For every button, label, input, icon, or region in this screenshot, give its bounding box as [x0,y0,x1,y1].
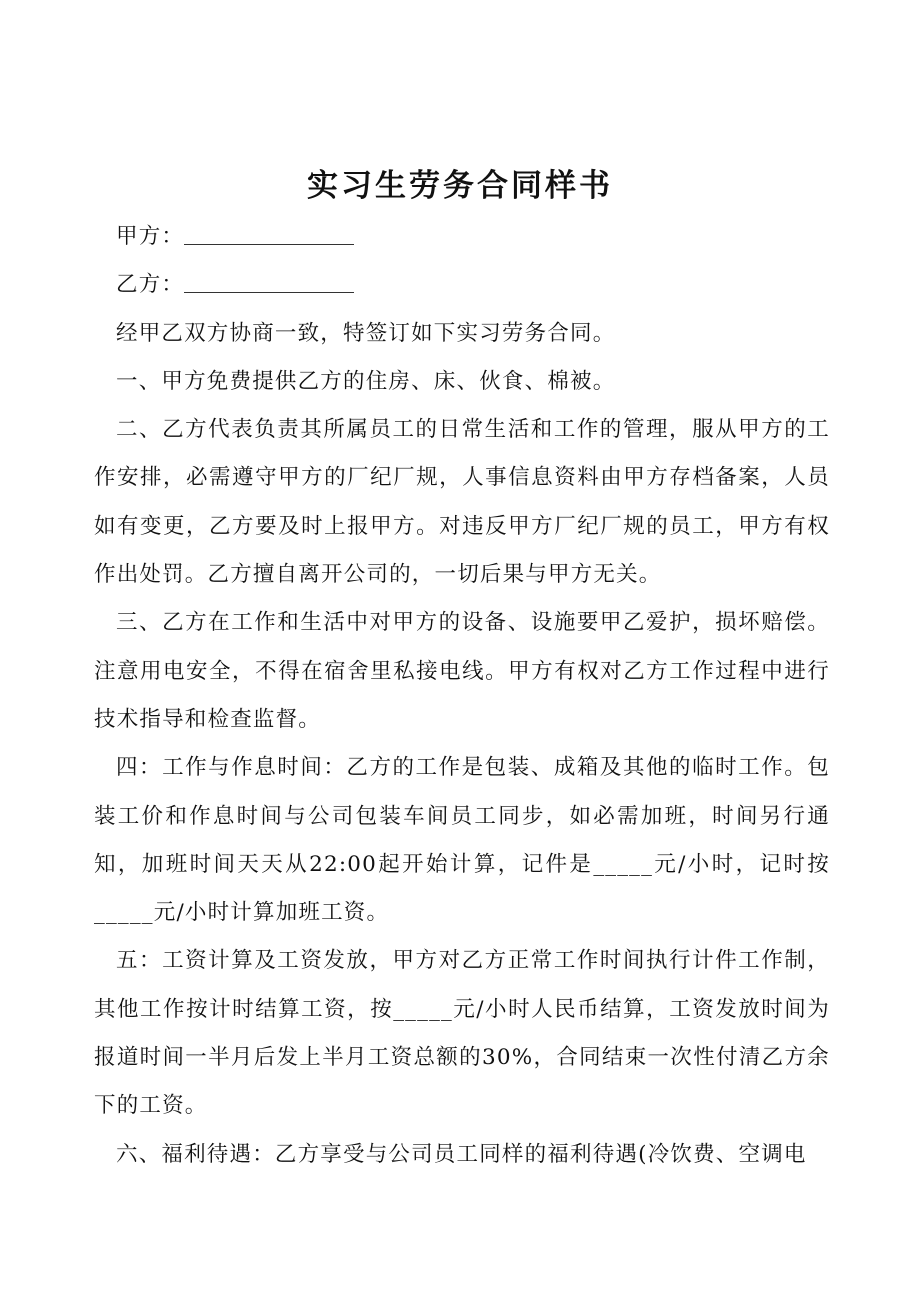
party-b-blank [184,270,354,293]
contract-body [94,213,830,1179]
party-b-line [94,261,830,309]
clause-1: 一、甲方免费提供乙方的住房、床、伙食、棉被。 [116,368,616,394]
party-a-blank [184,222,354,245]
document-title: 实习生劳务合同样书 [307,168,613,204]
clause-5: 五：工资计算及工资发放，甲方对乙方正常工作时间执行计件工作制，其他工作按计时结算工资，按_____元/小时人民币结算，工资发放时间为报道时间一半月后发上半月工资总额的30%，合同结束一次性付清乙方余下的工资。 [94,948,830,1119]
clause-4: 四：工作与作息时间：乙方的工作是包装、成箱及其他的临时工作。包装工价和作息时间与公司包装车间员工同步，如必需加班，时间另行通知，加班时间天天从22:00起开始计算，记件是_____元/小时，记时按_____元/小时计算加班工资。 [94,755,830,926]
intro-paragraph: 经甲乙双方协商一致，特签订如下实习劳务合同。 [116,320,616,346]
party-b-label: 乙方： [116,272,185,298]
clause-6: 六、福利待遇：乙方享受与公司员工同样的福利待遇(冷饮费、空调电 [116,1141,807,1167]
party-a-line [94,213,830,261]
party-a-label: 甲方： [116,224,185,249]
clause-3: 三、乙方在工作和生活中对甲方的设备、设施要甲乙爱护，损坏赔偿。注意用电安全，不得在宿舍里私接电线。甲方有权对乙方工作过程中进行技术指导和检查监督。 [94,610,830,732]
clause-2: 二、乙方代表负责其所属员工的日常生活和工作的管理，服从甲方的工作安排，必需遵守甲方的厂纪厂规，人事信息资料由甲方存档备案，人员如有变更，乙方要及时上报甲方。对违反甲方厂纪厂规的员工，甲方有权作出处罚。乙方擅自离开公司的，一切后果与甲方无关。 [94,417,830,588]
